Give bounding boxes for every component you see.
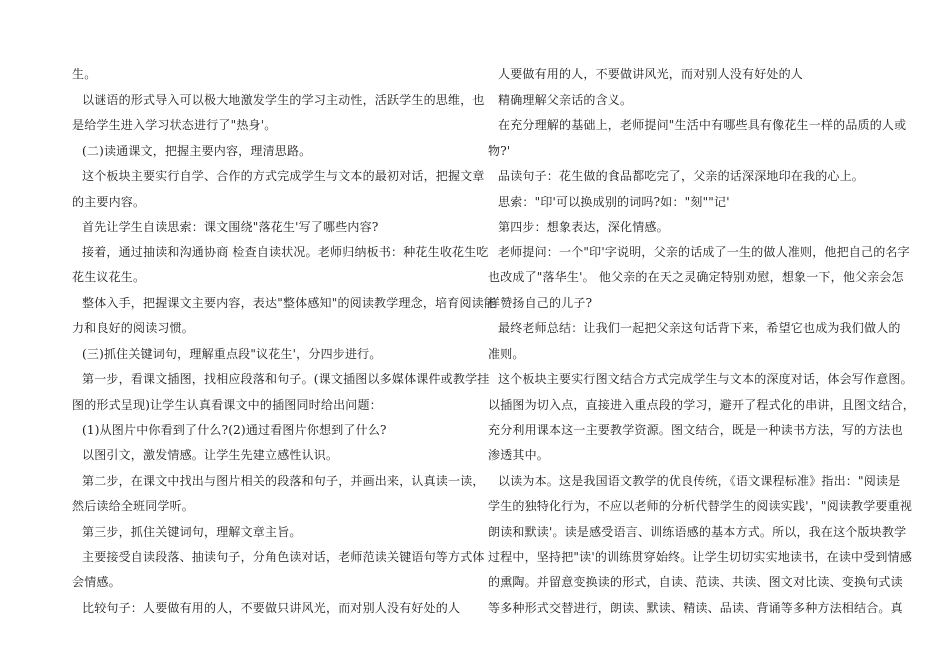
text-line: 思索："印'可以换成别的词吗?如："刻""记' bbox=[498, 195, 730, 209]
text-line: 物?' bbox=[488, 144, 511, 158]
text-line: 最终老师总结：让我们一起把父亲这句话背下来，希望它也成为我们做人的 bbox=[498, 321, 901, 335]
text-line: 品读句子：花生做的食品都吃完了，父亲的话深深地印在我的心上。 bbox=[498, 169, 865, 183]
text-line: 图的形式呈现)让学生认真看课文中的插图同时给出问题： bbox=[72, 398, 382, 412]
text-line: 第二步，在课文中找出与图片相关的段落和句子，并画出来，认真读一读， bbox=[82, 474, 485, 488]
text-line: 以读为本。这是我国语文教学的优良传统，《语文课程标准》指出："阅读是 bbox=[498, 474, 901, 488]
text-line: 人要做有用的人，不要做讲风光，而对别人没有好处的人 bbox=[498, 67, 804, 81]
text-line: 是给学生进入学习状态进行了"热身'。 bbox=[72, 118, 277, 132]
text-line: 力和良好的阅读习惯。 bbox=[72, 321, 195, 335]
text-line: 渗透其中。 bbox=[488, 448, 550, 462]
text-line: 主要接受自读段落、抽读句子，分角色读对话，老师范读关键语句等方式体 bbox=[82, 550, 485, 564]
text-line: 首先让学生自读思索：课文围绕"落花生'写了哪些内容? bbox=[82, 220, 379, 234]
text-line: 等多种形式交替进行，朗读、默读、精读、品读、背诵等多种方法相结合。真 bbox=[488, 601, 903, 615]
text-line: 过程中，坚持把"读'的训练贯穿始终。让学生切切实实地读书，在读中受到情感 bbox=[488, 550, 913, 564]
text-line: 生。 bbox=[72, 67, 97, 81]
text-line: 学生的独特化行为，不应以老师的分析代替学生的阅读实践'，"阅读教学要重视 bbox=[488, 499, 913, 513]
text-line: 这个板块主要实行自学、合作的方式完成学生与文本的最初对话，把握文章 bbox=[82, 169, 485, 183]
text-line: 第三步，抓住关键词句，理解文章主旨。 bbox=[82, 525, 302, 539]
text-line: 朗读和默读'。读是感受语言、训练语感的基本方式。所以，我在这个版块教学 bbox=[488, 525, 907, 539]
text-line: 整体入手，把握课文主要内容，表达"整体感知"的阅读教学理念，培育阅读能 bbox=[82, 296, 497, 310]
text-line: 的主要内容。 bbox=[72, 195, 146, 209]
text-line: 第四步：想象表达，深化情感。 bbox=[498, 220, 669, 234]
text-line: 老师提问：一个"印'字说明，父亲的话成了一生的做人准则，他把自己的名字 bbox=[498, 245, 910, 259]
text-line: 以图引文，激发情感。让学生先建立感性认识。 bbox=[82, 448, 339, 462]
text-line: 以谜语的形式导入可以极大地激发学生的学习主动性，活跃学生的思维，也 bbox=[82, 93, 485, 107]
text-line: (1)从图片中你看到了什么?(2)通过看图片你想到了什么? bbox=[82, 423, 387, 437]
text-line: 的熏陶。并留意变换读的形式，自读、范读、共读、图文对比读、变换句式读 bbox=[488, 575, 903, 589]
text-line: 会情感。 bbox=[72, 575, 121, 589]
text-line: 这个板块主要实行图文结合方式完成学生与文本的深度对话，体会写作意图。 bbox=[498, 372, 913, 386]
text-line: 第一步，看课文插图，找相应段落和句子。(课文插图以多媒体课件或教学挂 bbox=[82, 372, 490, 386]
text-line: 精确理解父亲话的含义。 bbox=[498, 93, 633, 107]
text-line: 以插图为切入点，直接进入重点段的学习，避开了程式化的串讲，且图文结合， bbox=[488, 398, 916, 412]
text-line: 准则。 bbox=[488, 347, 525, 361]
text-line: 接着，通过抽读和沟通协商 检查自读状况。老师归纳板书：种花生收花生吃 bbox=[82, 245, 489, 259]
text-line: 然后读给全班同学听。 bbox=[72, 499, 195, 513]
text-line: 比较句子：人要做有用的人，不要做只讲风光，而对别人没有好处的人 bbox=[82, 601, 461, 615]
text-line: 充分利用课本这一主要教学资源。图文结合，既是一种读书方法，写的方法也 bbox=[488, 423, 903, 437]
text-line: (二)读通课文，把握主要内容，理清思路。 bbox=[82, 144, 312, 158]
text-line: (三)抓住关键词句，理解重点段"议花生'，分四步进行。 bbox=[82, 347, 382, 361]
text-line: 也改成了"落华生'。 他父亲的在天之灵确定特别劝慰，想象一下，他父亲会怎 bbox=[488, 270, 904, 284]
text-line: 样赞扬自己的儿子? bbox=[488, 296, 593, 310]
text-line: 在充分理解的基础上，老师提问"生活中有哪些具有像花生一样的品质的人或 bbox=[498, 118, 907, 132]
text-line: 花生议花生。 bbox=[72, 270, 146, 284]
